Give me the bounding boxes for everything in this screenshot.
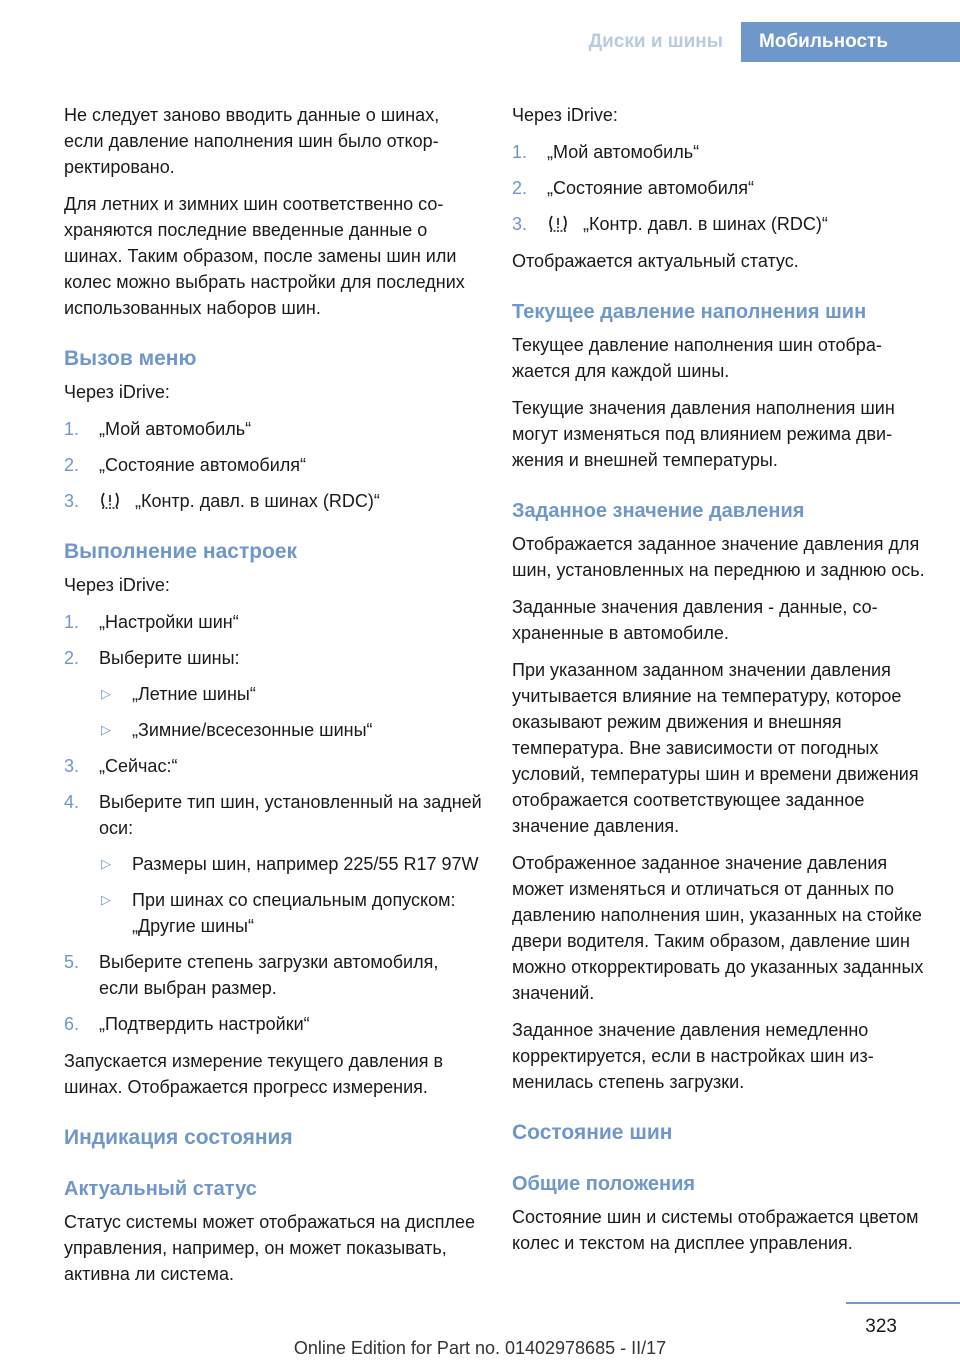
list-item-text: „Сейчас:“ — [99, 756, 178, 776]
list-item-text: „Состояние автомобиля“ — [547, 178, 755, 198]
sub-list-item-text: „Летние шины“ — [132, 684, 256, 704]
list-number: 3. — [64, 756, 80, 776]
paragraph: Текущее давление наполнения шин отображается для каждой шины. — [512, 335, 882, 381]
sub-list-item — [99, 717, 482, 743]
heading-current-status: Актуальный статус — [64, 1178, 257, 1200]
sub-list — [99, 851, 482, 939]
list-number: 2. — [64, 648, 80, 668]
menu-steps-list — [64, 416, 482, 514]
list-item — [64, 452, 482, 478]
triangle-bullet-icon: ▷ — [101, 722, 111, 737]
list-number: 1. — [64, 612, 80, 632]
heading-settings: Выполнение настроек — [64, 540, 298, 563]
heading-target-pressure: Заданное значение давления — [512, 500, 805, 522]
list-item-text: Выберите степень загрузки автомобиля, если выбран размер. — [99, 952, 439, 998]
triangle-bullet-icon: ▷ — [101, 856, 111, 871]
heading-general: Общие положения — [512, 1173, 696, 1195]
paragraph: Заданное значение давления немедленно корректируется, если в настройках шин изменилась степень загрузки. — [512, 1020, 874, 1092]
list-item-text: „Подтвердить настройки“ — [99, 1014, 310, 1034]
status-steps-list — [512, 139, 932, 237]
tire-pressure-warning-icon — [547, 214, 569, 232]
tire-pressure-warning-icon — [99, 491, 121, 509]
list-item — [64, 645, 482, 743]
edition-footer: Online Edition for Part no. 01402978685 - II/17 — [293, 1338, 667, 1358]
list-item — [64, 949, 482, 1001]
paragraph: Для летних и зимних шин соответственно сохраняются последние введенные данные о шинах. Таким образом, после замены шин или колес можно выбрать настройки для последних использованных наборов шин. — [64, 194, 465, 318]
chapter-title: Мобильность — [741, 22, 960, 62]
list-item — [64, 416, 482, 442]
paragraph: При указанном заданном значении давления учитывается влияние на температуру, которое оказывают режим движения и внешняя температура. Вне зависимости от погодных условий, температуры шин и времени движения отображается соответствующее заданное значение давления. — [512, 660, 919, 836]
list-item-text: „Мой автомобиль“ — [99, 419, 252, 439]
paragraph: Статус системы может отображаться на дисплее управления, например, он может показывать, активна ли система. — [64, 1212, 476, 1284]
list-number: 3. — [512, 214, 528, 234]
list-number: 3. — [64, 491, 80, 511]
paragraph: Через iDrive: — [64, 575, 170, 595]
paragraph: Текущие значения давления наполнения шин могут изменяться под влиянием режима движения и внешней температуры. — [512, 398, 895, 470]
paragraph: Отображенное заданное значение давления может изменяться и отличаться от данных по давлению наполнения шин, указанных на стойке двери водителя. Таким образом, давление шин можно откорректировать до указанных заданных значений. — [512, 853, 924, 1003]
list-item — [64, 488, 482, 514]
list-item-text: „Мой автомобиль“ — [547, 142, 700, 162]
sub-list-item-text: Размеры шин, например 225/55 R17 97W — [132, 854, 479, 874]
page-number: 323 — [865, 1316, 897, 1337]
heading-tire-status: Состояние шин — [512, 1121, 673, 1144]
list-item — [64, 609, 482, 635]
list-number: 4. — [64, 792, 80, 812]
list-item-text: Выберите тип шин, установленный на задней оси: — [99, 792, 482, 838]
list-item — [512, 175, 932, 201]
paragraph: Запускается измерение текущего давления в шинах. Отображается прогресс измерения. — [64, 1051, 444, 1097]
right-column — [512, 102, 932, 1267]
paragraph: Отображается актуальный статус. — [512, 251, 799, 271]
heading-current-pressure: Текущее давление наполнения шин — [512, 301, 867, 323]
list-item-text: Выберите шины: — [99, 648, 240, 668]
list-item-text: „Состояние автомобиля“ — [99, 455, 307, 475]
sub-list-item — [99, 681, 482, 707]
settings-steps-list — [64, 609, 482, 1037]
heading-menu-call: Вызов меню — [64, 347, 197, 370]
list-item-text: „Контр. давл. в шинах (RDC)“ — [135, 491, 380, 511]
left-column — [64, 102, 482, 1298]
list-item — [512, 211, 932, 237]
paragraph: Не следует заново вводить данные о шинах, если давление наполнения шин было откорректировано. — [64, 105, 440, 177]
sub-list-item — [99, 887, 482, 939]
triangle-bullet-icon: ▷ — [101, 686, 111, 701]
page-header — [589, 22, 960, 62]
list-item-text: „Контр. давл. в шинах (RDC)“ — [583, 214, 828, 234]
sub-list-item-text: „Зимние/всесезонные шины“ — [132, 720, 373, 740]
triangle-bullet-icon: ▷ — [101, 892, 111, 907]
list-item — [64, 1011, 482, 1037]
heading-status-display: Индикация состояния — [64, 1126, 293, 1149]
list-item — [512, 139, 932, 165]
list-number: 2. — [64, 455, 80, 475]
paragraph: Заданные значения давления - данные, сохраненные в автомобиле. — [512, 597, 878, 643]
list-number: 1. — [512, 142, 528, 162]
list-item-text: „Настройки шин“ — [99, 612, 239, 632]
paragraph: Через iDrive: — [512, 105, 618, 125]
list-number: 2. — [512, 178, 528, 198]
paragraph: Состояние шин и системы отображается цветом колес и текстом на дисплее управления. — [512, 1207, 919, 1253]
list-number: 1. — [64, 419, 80, 439]
list-item — [64, 789, 482, 939]
footer-divider — [846, 1302, 960, 1304]
paragraph: Через iDrive: — [64, 382, 170, 402]
section-title: Диски и шины — [588, 31, 724, 52]
paragraph: Отображается заданное значение давления для шин, установленных на переднюю и заднюю ось. — [512, 534, 925, 580]
sub-list-item-text: При шинах со специальным допуском: „Другие шины“ — [132, 890, 456, 936]
list-number: 5. — [64, 952, 80, 972]
list-item — [64, 753, 482, 779]
list-number: 6. — [64, 1014, 80, 1034]
sub-list-item — [99, 851, 482, 877]
sub-list — [99, 681, 482, 743]
